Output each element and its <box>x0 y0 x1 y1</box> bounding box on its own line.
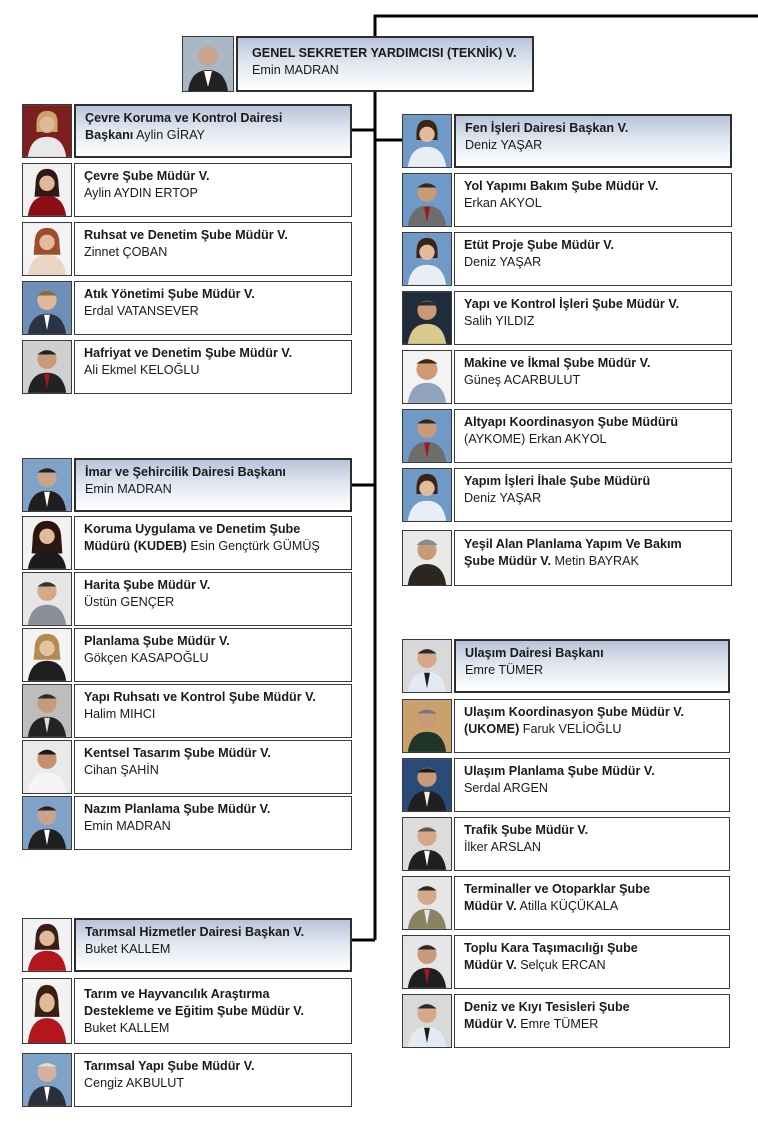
node-title: Altyapı Koordinasyon Şube Müdürü <box>464 415 679 429</box>
node-name: Ali Ekmel KELOĞLU <box>84 363 200 377</box>
top-connector <box>375 16 758 36</box>
node-name: Atilla KÜÇÜKALA <box>519 899 619 913</box>
imar-item-photo <box>22 516 72 570</box>
ulasim-item-box <box>454 817 730 871</box>
person-photo-icon <box>23 797 71 849</box>
ulasim-item-photo <box>402 994 452 1048</box>
person-photo-icon <box>23 282 71 334</box>
node-name: İlker ARSLAN <box>464 840 541 854</box>
node-title: Hafriyat ve Denetim Şube Müdür V. <box>84 346 293 360</box>
node-title: Tarım ve Hayvancılık Araştırma <box>84 987 270 1001</box>
person-photo-icon <box>403 469 451 521</box>
person-photo-icon <box>23 105 71 157</box>
cevre-item-photo <box>22 222 72 276</box>
person-photo-icon <box>23 517 71 569</box>
cevre-item-box <box>74 340 352 394</box>
node-title-cont: Destekleme ve Eğitim Şube Müdür V. <box>84 1004 304 1018</box>
ulasim-item-photo <box>402 817 452 871</box>
general-secretary-box <box>236 36 534 92</box>
person-photo-icon <box>23 1054 71 1106</box>
node-name: Buket KALLEM <box>84 1021 170 1035</box>
node-title: Nazım Planlama Şube Müdür V. <box>84 802 271 816</box>
fen-item-box <box>454 232 732 286</box>
node-title: Yol Yapımı Bakım Şube Müdür V. <box>464 179 659 193</box>
node-name: Faruk VELİOĞLU <box>522 722 622 736</box>
cevre-item-box <box>74 281 352 335</box>
imar-head-photo <box>22 458 72 512</box>
node-title: Makine ve İkmal Şube Müdür V. <box>464 356 651 370</box>
person-photo-icon <box>23 573 71 625</box>
fen-item-photo <box>402 530 452 586</box>
node-name: Deniz YAŞAR <box>465 138 543 152</box>
person-photo-icon <box>403 351 451 403</box>
node-name: Salih YILDIZ <box>464 314 535 328</box>
fen-item-photo <box>402 291 452 345</box>
imar-item-photo <box>22 572 72 626</box>
imar-item-photo <box>22 796 72 850</box>
ulasim-item-photo <box>402 758 452 812</box>
node-name: Üstün GENÇER <box>84 595 175 609</box>
person-photo-icon <box>23 223 71 275</box>
node-name: Serdal ARGEN <box>464 781 548 795</box>
node-title: Çevre Şube Müdür V. <box>84 169 210 183</box>
person-photo-icon <box>403 115 451 167</box>
node-title: GENEL SEKRETER YARDIMCISI (TEKNİK) V. <box>252 46 517 60</box>
fen-item-box <box>454 468 732 522</box>
fen-item-box <box>454 350 732 404</box>
node-title: Ruhsat ve Denetim Şube Müdür V. <box>84 228 288 242</box>
cevre-item-box <box>74 222 352 276</box>
node-title: Terminaller ve Otoparklar Şube <box>464 882 650 896</box>
ulasim-item-photo <box>402 935 452 989</box>
node-title: Kentsel Tasarım Şube Müdür V. <box>84 746 271 760</box>
person-photo-icon <box>403 410 451 462</box>
fen-item-photo <box>402 350 452 404</box>
imar-head-box <box>74 458 352 512</box>
node-title: Ulaşım Dairesi Başkanı <box>465 646 604 660</box>
imar-item-photo <box>22 684 72 738</box>
node-title: Yapı Ruhsatı ve Kontrol Şube Müdür V. <box>84 690 316 704</box>
imar-item-box <box>74 684 352 738</box>
node-title: Trafik Şube Müdür V. <box>464 823 589 837</box>
node-name: Erdal VATANSEVER <box>84 304 199 318</box>
node-name: Gökçen KASAPOĞLU <box>84 651 209 665</box>
node-name: Zinnet ÇOBAN <box>84 245 168 259</box>
node-title-cont: Müdür V. <box>464 899 517 913</box>
node-name: Emre TÜMER <box>520 1017 599 1031</box>
node-name: Emin MADRAN <box>84 819 171 833</box>
fen-head-photo <box>402 114 452 168</box>
node-title: Atık Yönetimi Şube Müdür V. <box>84 287 255 301</box>
node-title: Etüt Proje Şube Müdür V. <box>464 238 614 252</box>
person-photo-icon <box>23 341 71 393</box>
fen-item-box <box>454 173 732 227</box>
imar-item-photo <box>22 740 72 794</box>
tarim-item-box <box>74 1053 352 1107</box>
imar-item-box <box>74 516 352 570</box>
person-photo-icon <box>403 531 451 585</box>
cevre-head-box <box>74 104 352 158</box>
node-name: Erkan AKYOL <box>528 432 607 446</box>
person-photo-icon <box>403 640 451 692</box>
node-name: Cihan ŞAHİN <box>84 763 159 777</box>
node-name: Emin MADRAN <box>85 482 172 496</box>
node-name: Metin BAYRAK <box>554 554 639 568</box>
fen-item-box <box>454 409 732 463</box>
node-title: Koruma Uygulama ve Denetim Şube <box>84 522 301 536</box>
person-photo-icon <box>403 995 451 1047</box>
node-name: Erkan AKYOL <box>464 196 542 210</box>
person-photo-icon <box>23 919 71 971</box>
node-title: Tarımsal Hizmetler Dairesi Başkan V. <box>85 925 305 939</box>
cevre-item-photo <box>22 163 72 217</box>
node-title: Yapım İşleri İhale Şube Müdürü <box>464 474 651 488</box>
node-title: Planlama Şube Müdür V. <box>84 634 230 648</box>
node-title: Deniz ve Kıyı Tesisleri Şube <box>464 1000 630 1014</box>
tarim-item-box <box>74 978 352 1044</box>
person-photo-icon <box>403 877 451 929</box>
node-name: Halim MIHCI <box>84 707 156 721</box>
fen-head-box <box>454 114 732 168</box>
person-photo-icon <box>403 700 451 752</box>
node-name: Emre TÜMER <box>465 663 544 677</box>
imar-item-box <box>74 572 352 626</box>
node-title: Yapı ve Kontrol İşleri Şube Müdür V. <box>464 297 680 311</box>
tarim-head-box <box>74 918 352 972</box>
person-photo-icon <box>23 629 71 681</box>
person-photo-icon <box>403 759 451 811</box>
person-photo-icon <box>403 233 451 285</box>
cevre-item-photo <box>22 281 72 335</box>
node-name: Buket KALLEM <box>85 942 171 956</box>
ulasim-item-box <box>454 935 730 989</box>
person-photo-icon <box>23 459 71 511</box>
person-photo-icon <box>403 936 451 988</box>
node-title-cont: Müdür V. <box>464 958 517 972</box>
node-name: Deniz YAŞAR <box>464 255 542 269</box>
node-name: Aylin GİRAY <box>136 128 205 142</box>
node-title-cont: (UKOME) <box>464 722 520 736</box>
node-title-cont: Şube Müdür V. <box>464 554 551 568</box>
person-photo-icon <box>403 174 451 226</box>
node-title: Ulaşım Planlama Şube Müdür V. <box>464 764 655 778</box>
fen-item-photo <box>402 173 452 227</box>
imar-item-photo <box>22 628 72 682</box>
fen-item-photo <box>402 232 452 286</box>
node-title-cont: Müdür V. <box>464 1017 517 1031</box>
ulasim-item-box <box>454 876 730 930</box>
node-name: Selçuk ERCAN <box>520 958 606 972</box>
node-name-prefix: (AYKOME) <box>464 432 526 446</box>
top-photo <box>182 36 234 92</box>
person-photo-icon <box>23 741 71 793</box>
node-name: Deniz YAŞAR <box>464 491 542 505</box>
ulasim-item-box <box>454 699 730 753</box>
person-photo-icon <box>23 164 71 216</box>
imar-item-box <box>74 740 352 794</box>
node-name: Emin MADRAN <box>252 63 339 77</box>
ulasim-head-photo <box>402 639 452 693</box>
node-name: Güneş ACARBULUT <box>464 373 581 387</box>
ulasim-item-box <box>454 994 730 1048</box>
node-title: Ulaşım Koordinasyon Şube Müdür V. <box>464 705 684 719</box>
node-title: Toplu Kara Taşımacılığı Şube <box>464 941 638 955</box>
node-name: Cengiz AKBULUT <box>84 1076 185 1090</box>
tarim-item-photo <box>22 978 72 1044</box>
person-photo-icon <box>403 292 451 344</box>
node-title-cont: Müdürü (KUDEB) <box>84 539 187 553</box>
ulasim-head-box <box>454 639 730 693</box>
fen-item-box <box>454 530 732 586</box>
fen-item-box <box>454 291 732 345</box>
fen-item-photo <box>402 409 452 463</box>
cevre-head-photo <box>22 104 72 158</box>
person-photo-icon <box>183 37 233 91</box>
ulasim-item-box <box>454 758 730 812</box>
person-photo-icon <box>23 685 71 737</box>
node-title-cont: Başkanı <box>85 128 134 142</box>
imar-item-box <box>74 796 352 850</box>
node-name: Esin Gençtürk GÜMÜŞ <box>190 539 320 553</box>
fen-item-photo <box>402 468 452 522</box>
tarim-head-photo <box>22 918 72 972</box>
node-title: İmar ve Şehircilik Dairesi Başkanı <box>85 465 286 479</box>
node-name: Aylin AYDIN ERTOP <box>84 186 198 200</box>
tarim-item-photo <box>22 1053 72 1107</box>
node-title: Çevre Koruma ve Kontrol Dairesi <box>85 111 283 125</box>
node-title: Tarımsal Yapı Şube Müdür V. <box>84 1059 255 1073</box>
person-photo-icon <box>23 979 71 1043</box>
node-title: Yeşil Alan Planlama Yapım Ve Bakım <box>464 537 682 551</box>
cevre-item-box <box>74 163 352 217</box>
imar-item-box <box>74 628 352 682</box>
person-photo-icon <box>403 818 451 870</box>
ulasim-item-photo <box>402 699 452 753</box>
cevre-item-photo <box>22 340 72 394</box>
ulasim-item-photo <box>402 876 452 930</box>
node-title: Fen İşleri Dairesi Başkan V. <box>465 121 629 135</box>
node-title: Harita Şube Müdür V. <box>84 578 211 592</box>
